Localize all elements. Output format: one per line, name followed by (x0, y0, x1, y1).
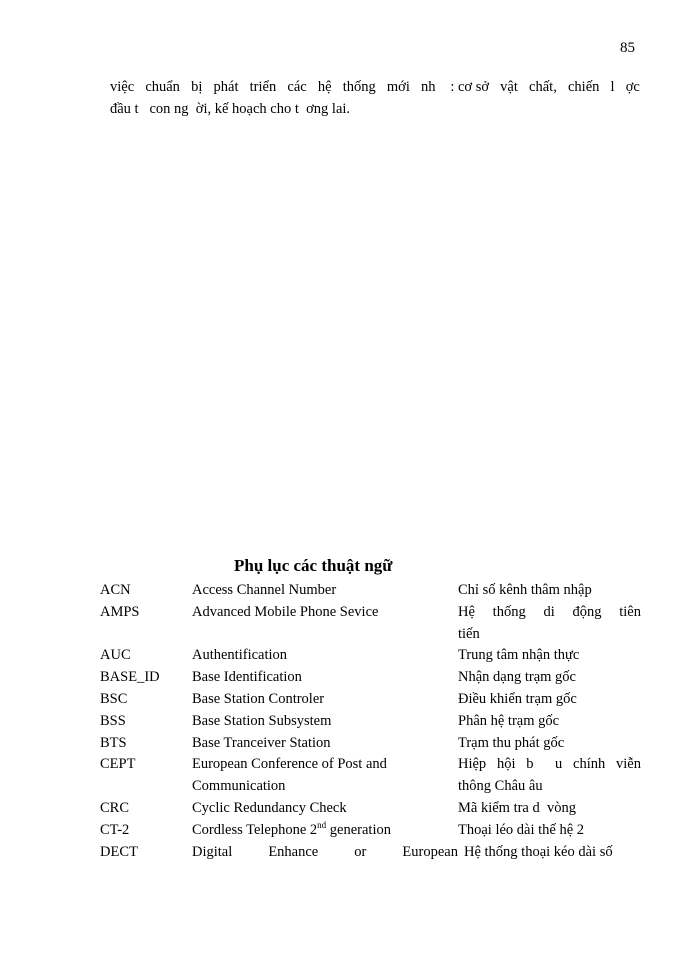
glossary-abbreviation: CRC (100, 799, 130, 816)
paragraph-word: nh (421, 79, 436, 95)
glossary-vietnamese-term: Hiệp hội b u chính viễn (458, 756, 641, 773)
glossary-abbreviation: CT-2 (100, 821, 130, 838)
glossary-abbreviation: AUC (100, 647, 131, 664)
glossary-row (100, 711, 641, 733)
paragraph-word: thống (342, 79, 376, 95)
paragraph-word: các (287, 79, 307, 95)
glossary-row (100, 754, 641, 776)
paragraph-word: bị (191, 79, 203, 95)
paragraph-line-1 (110, 76, 640, 98)
paragraph-word: triển (249, 79, 277, 95)
glossary-abbreviation: BSC (100, 690, 128, 707)
page-number: 85 (620, 40, 635, 56)
glossary-title: Phụ lục các thuật ngữ (234, 556, 393, 575)
glossary-row (100, 820, 641, 842)
glossary-abbreviation: BASE_ID (100, 669, 160, 686)
glossary-row (100, 624, 641, 646)
glossary-vietnamese-term: Trạm thu phát gốc (458, 734, 565, 751)
glossary-abbreviation: ACN (100, 582, 131, 598)
glossary-abbreviation: CEPT (100, 756, 136, 773)
glossary-vietnamese-term: Nhận dạng trạm gốc (458, 669, 576, 686)
glossary-english-term: Authentification (192, 647, 288, 664)
glossary-vietnamese-term: Hệ thống di động tiên (458, 603, 641, 620)
glossary-english-term: Base Station Subsystem (192, 712, 332, 729)
glossary-row (100, 580, 641, 602)
paragraph-word: : cơ sở (446, 79, 490, 95)
paragraph-word: l (610, 79, 615, 95)
glossary-vietnamese-term: Hệ thống thoại kéo dài số (464, 843, 613, 860)
glossary-row (100, 733, 641, 755)
glossary-english-term: Digital Enhance or European (192, 843, 458, 860)
glossary-abbreviation (100, 776, 192, 798)
term-text: Cordless Telephone 2 (192, 821, 318, 838)
glossary-english-term (192, 624, 458, 646)
glossary-abbreviation: AMPS (100, 603, 140, 620)
glossary-english-term: Cyclic Redundancy Check (192, 799, 347, 816)
glossary-english-term: European Conference of Post and (192, 756, 387, 773)
glossary-vietnamese-term: Điều khiển trạm gốc (458, 690, 577, 707)
term-text: generation (326, 821, 391, 838)
glossary-row (100, 776, 641, 798)
glossary-vietnamese-term: Thoại léo dài thế hệ 2 (458, 821, 585, 838)
glossary-english-term: Advanced Mobile Phone Sevice (192, 603, 379, 620)
glossary-english-term: Base Identification (192, 669, 302, 686)
paragraph-word: mới (386, 79, 410, 95)
glossary-abbreviation: BSS (100, 712, 126, 729)
glossary-abbreviation (100, 624, 192, 646)
glossary-vietnamese-term: tiến (458, 625, 480, 642)
glossary-vietnamese-term: Trung tâm nhận thực (458, 647, 580, 664)
glossary-english-term: Base Station Controler (192, 690, 325, 707)
paragraph-word: vật (500, 79, 518, 95)
glossary-vietnamese-term: thông Châu âu (458, 778, 543, 795)
paragraph-word: phát (213, 79, 239, 95)
glossary-row (100, 798, 641, 820)
glossary-english-term (192, 820, 458, 842)
paragraph-word: chiến (567, 79, 600, 95)
body-paragraph (110, 76, 640, 120)
glossary-row (100, 667, 641, 689)
glossary-english-term: Base Tranceiver Station (192, 734, 331, 751)
glossary-row (100, 602, 641, 624)
glossary-table (100, 580, 641, 863)
paragraph-word: hệ (317, 79, 332, 95)
glossary-abbreviation: DECT (100, 843, 138, 860)
glossary-row (100, 645, 641, 667)
paragraph-word: chất, (529, 79, 557, 95)
paragraph-word: ợc (625, 79, 640, 95)
glossary-abbreviation: BTS (100, 734, 127, 751)
glossary-vietnamese-term: Chỉ số kênh thâm nhập (458, 582, 592, 598)
paragraph-word: chuẩn (145, 79, 180, 95)
term-superscript: nd (317, 819, 327, 830)
glossary-vietnamese-term: Mã kiểm tra d vòng (458, 799, 576, 816)
glossary-english-term: Access Channel Number (192, 582, 337, 598)
glossary-vietnamese-term: Phân hệ trạm gốc (458, 712, 560, 729)
glossary-row (100, 689, 641, 711)
paragraph-line-2: đầu t con ng ời, kế hoạch cho t ơng lai. (110, 101, 351, 117)
paragraph-word: việc (110, 79, 135, 95)
glossary-english-term: Communication (192, 778, 286, 795)
glossary-row (100, 842, 641, 864)
